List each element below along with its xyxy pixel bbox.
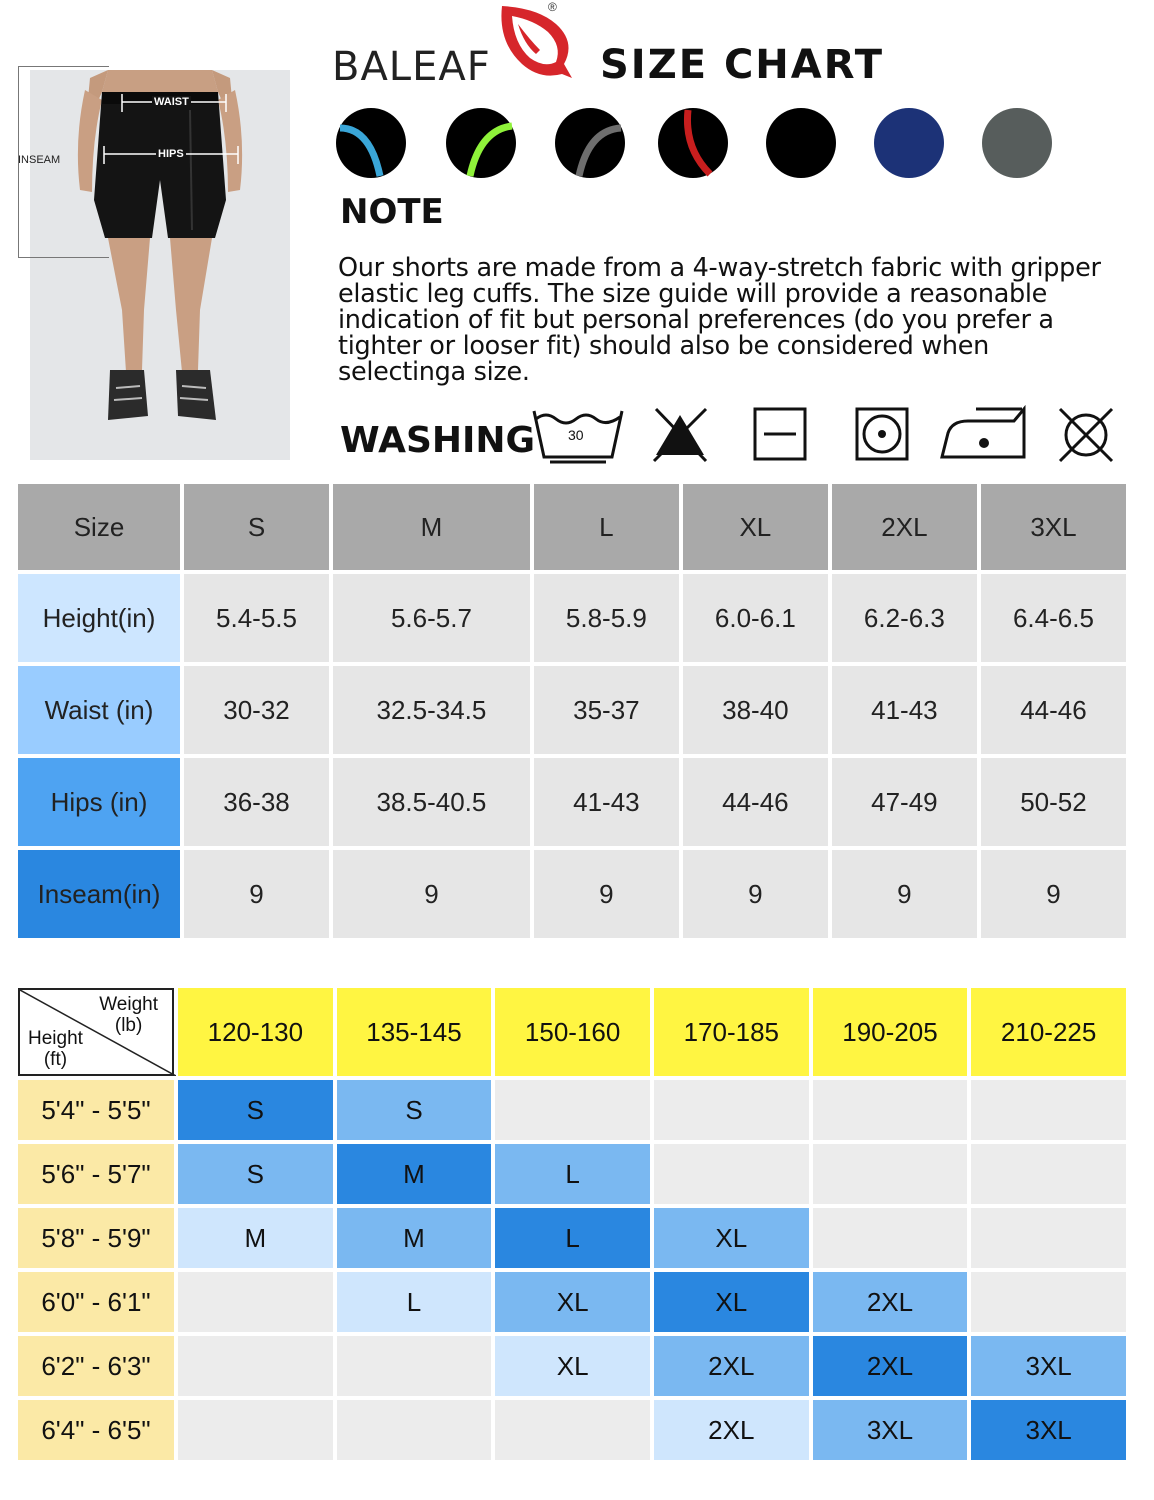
height-label: 6'4" - 6'5" xyxy=(18,1400,174,1460)
height-label: 5'4" - 5'5" xyxy=(18,1080,174,1140)
grid-cell xyxy=(971,1272,1126,1332)
note-line: selectinga size. xyxy=(338,357,530,387)
table-cell: 35-37 xyxy=(534,666,679,754)
table-cell: 6.0-6.1 xyxy=(683,574,828,662)
grid-cell: S xyxy=(178,1144,333,1204)
table-cell: 9 xyxy=(832,850,977,938)
grid-cell xyxy=(178,1400,333,1460)
table-cell: 32.5-34.5 xyxy=(333,666,530,754)
table-row xyxy=(18,666,1126,754)
dry-flat-icon xyxy=(752,405,808,470)
no-dry-clean-icon xyxy=(1056,405,1116,470)
weight-height-table xyxy=(14,984,1130,1464)
size-header-cell: XL xyxy=(683,484,828,570)
color-swatch-black-blue[interactable] xyxy=(336,108,406,178)
table-cell: 5.8-5.9 xyxy=(534,574,679,662)
wash-30-icon xyxy=(530,405,626,470)
table-cell: 41-43 xyxy=(534,758,679,846)
table-cell: 44-46 xyxy=(683,758,828,846)
note-heading: NOTE xyxy=(340,192,444,232)
size-table xyxy=(14,480,1130,942)
grid-cell xyxy=(495,1080,650,1140)
size-header-row xyxy=(18,484,1126,570)
color-swatch-gray[interactable] xyxy=(982,108,1052,178)
color-swatch-black-red[interactable] xyxy=(658,108,728,178)
table-cell: 6.4-6.5 xyxy=(981,574,1126,662)
corner-weight-label: Weight xyxy=(99,994,158,1015)
grid-cell: 2XL xyxy=(813,1336,968,1396)
table-row xyxy=(18,1336,1126,1396)
grid-cell xyxy=(337,1336,492,1396)
color-swatch-black-gray[interactable] xyxy=(555,108,625,178)
washing-label: WASHING xyxy=(340,420,536,461)
height-label: 6'0" - 6'1" xyxy=(18,1272,174,1332)
grid-cell: L xyxy=(495,1208,650,1268)
weight-header-cell: 120-130 xyxy=(178,988,333,1076)
corner-height-unit: (ft) xyxy=(43,1049,68,1070)
registered-mark: ® xyxy=(548,0,557,14)
grid-cell: L xyxy=(495,1144,650,1204)
table-cell: 9 xyxy=(981,850,1126,938)
grid-cell xyxy=(813,1144,968,1204)
note-line: indication of fit but personal preferences (do you prefer a xyxy=(338,305,1054,335)
corner-height xyxy=(28,1028,83,1070)
grid-cell xyxy=(654,1080,809,1140)
grid-cell: M xyxy=(337,1208,492,1268)
table-row xyxy=(18,1080,1126,1140)
table-cell: 9 xyxy=(534,850,679,938)
height-label: 5'8" - 5'9" xyxy=(18,1208,174,1268)
table-row xyxy=(18,1144,1126,1204)
grid-cell xyxy=(337,1400,492,1460)
weight-header-cell: 190-205 xyxy=(813,988,968,1076)
table-cell: 47-49 xyxy=(832,758,977,846)
note-line: elastic leg cuffs. The size guide will provide a reasonable xyxy=(338,279,1048,309)
note-line: tighter or looser fit) should also be considered when xyxy=(338,331,990,361)
table-cell: 38.5-40.5 xyxy=(333,758,530,846)
table-cell: 38-40 xyxy=(683,666,828,754)
tumble-dry-icon xyxy=(854,405,910,470)
weight-header-cell: 170-185 xyxy=(654,988,809,1076)
grid-cell: 3XL xyxy=(971,1400,1126,1460)
weight-header-cell: 135-145 xyxy=(337,988,492,1076)
table-cell: 9 xyxy=(184,850,329,938)
note-body xyxy=(338,255,1138,385)
grid-cell: M xyxy=(337,1144,492,1204)
table-cell: 9 xyxy=(683,850,828,938)
grid-cell: 3XL xyxy=(971,1336,1126,1396)
size-header-label: Size xyxy=(18,484,180,570)
grid-cell: 3XL xyxy=(813,1400,968,1460)
size-header-cell: 3XL xyxy=(981,484,1126,570)
grid-cell: S xyxy=(337,1080,492,1140)
weight-header-cell: 150-160 xyxy=(495,988,650,1076)
size-chart-title: SIZE CHART xyxy=(600,42,885,88)
table-row xyxy=(18,574,1126,662)
grid-cell xyxy=(971,1080,1126,1140)
corner-height-label: Height xyxy=(28,1028,83,1049)
iron-medium-icon xyxy=(938,405,1030,470)
height-label: 5'6" - 5'7" xyxy=(18,1144,174,1204)
table-row xyxy=(18,1400,1126,1460)
table-cell: 36-38 xyxy=(184,758,329,846)
row-label-waist: Waist (in) xyxy=(18,666,180,754)
color-swatch-black[interactable] xyxy=(766,108,836,178)
grid-cell: XL xyxy=(495,1272,650,1332)
row-label-height: Height(in) xyxy=(18,574,180,662)
table-cell: 30-32 xyxy=(184,666,329,754)
size-header-cell: L xyxy=(534,484,679,570)
grid-cell: XL xyxy=(654,1208,809,1268)
grid-cell: 2XL xyxy=(654,1336,809,1396)
waist-label: WAIST xyxy=(154,96,189,108)
weight-header-cell: 210-225 xyxy=(971,988,1126,1076)
table-row xyxy=(18,850,1126,938)
table-row xyxy=(18,1208,1126,1268)
table-row xyxy=(18,1272,1126,1332)
brand-name: BALEAF xyxy=(332,44,491,90)
wash-temp: 30 xyxy=(568,427,584,443)
table-cell: 5.6-5.7 xyxy=(333,574,530,662)
grid-cell xyxy=(971,1208,1126,1268)
size-header-cell: S xyxy=(184,484,329,570)
grid-cell xyxy=(971,1144,1126,1204)
weight-header-row xyxy=(18,988,1126,1076)
color-swatch-navy[interactable] xyxy=(874,108,944,178)
row-label-hips: Hips (in) xyxy=(18,758,180,846)
table-cell: 6.2-6.3 xyxy=(832,574,977,662)
brand-logo xyxy=(494,2,576,87)
no-bleach-icon xyxy=(650,405,710,470)
table-cell: 41-43 xyxy=(832,666,977,754)
grid-cell xyxy=(178,1272,333,1332)
corner-weight xyxy=(99,994,158,1036)
grid-cell: L xyxy=(337,1272,492,1332)
hips-label: HIPS xyxy=(158,148,184,160)
grid-cell: 2XL xyxy=(654,1400,809,1460)
table-cell: 5.4-5.5 xyxy=(184,574,329,662)
grid-cell xyxy=(178,1336,333,1396)
height-label: 6'2" - 6'3" xyxy=(18,1336,174,1396)
table-row xyxy=(18,758,1126,846)
table-cell: 50-52 xyxy=(981,758,1126,846)
color-swatch-black-green[interactable] xyxy=(446,108,516,178)
grid-cell xyxy=(813,1208,968,1268)
size-header-cell: M xyxy=(333,484,530,570)
table-cell: 9 xyxy=(333,850,530,938)
grid-cell: S xyxy=(178,1080,333,1140)
note-line: Our shorts are made from a 4-way-stretch fabric with gripper xyxy=(338,253,1101,283)
table-cell: 44-46 xyxy=(981,666,1126,754)
size-header-cell: 2XL xyxy=(832,484,977,570)
grid-cell: 2XL xyxy=(813,1272,968,1332)
row-label-inseam: Inseam(in) xyxy=(18,850,180,938)
grid-cell xyxy=(654,1144,809,1204)
grid-cell: XL xyxy=(654,1272,809,1332)
grid-cell: M xyxy=(178,1208,333,1268)
grid-cell xyxy=(813,1080,968,1140)
corner-weight-unit: (lb) xyxy=(114,1015,143,1036)
grid-cell xyxy=(495,1400,650,1460)
grid-cell: XL xyxy=(495,1336,650,1396)
corner-cell xyxy=(18,988,174,1076)
inseam-label: INSEAM xyxy=(18,154,61,166)
